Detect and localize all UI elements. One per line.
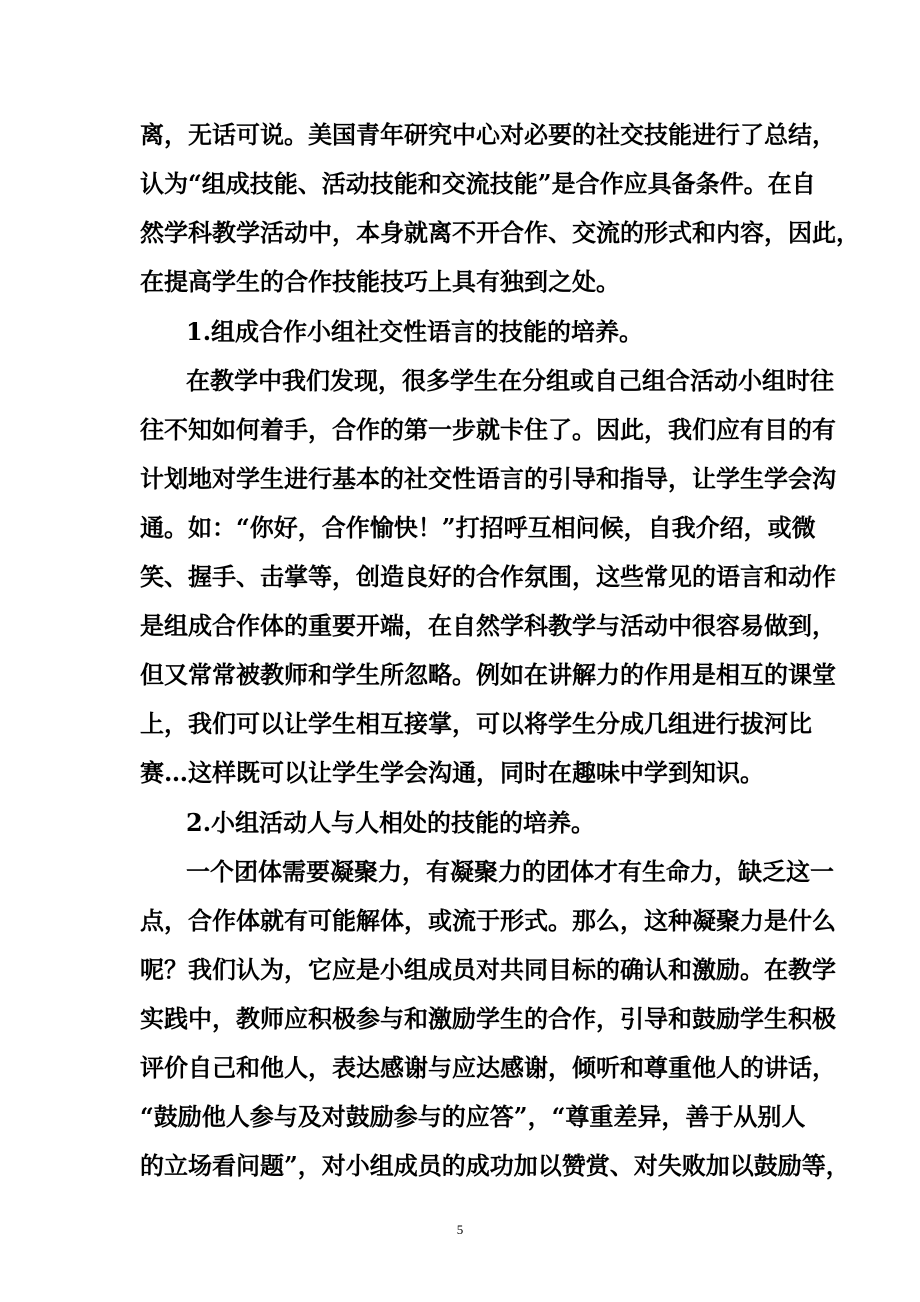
text-line: 的立场看问题”，对小组成员的成功加以赞赏、对失败加以鼓励等，	[140, 1151, 850, 1180]
text-line: 评价自己和他人，表达感谢与应达感谢，倾听和尊重他人的讲话，	[140, 1053, 836, 1082]
text-line: 通。如：“你好，合作愉快！”打招呼互相问候，自我介绍，或微	[140, 513, 816, 542]
section-heading: 1.组成合作小组社交性语言的技能的培养。	[186, 317, 644, 346]
text-line: 上，我们可以让学生相互接掌，可以将学生分成几组进行拔河比	[140, 709, 812, 738]
text-line: 然学科教学活动中，本身就离不开合作、交流的形式和内容，因此，	[140, 218, 860, 247]
text-line: 点，合作体就有可能解体，或流于形式。那么，这种凝聚力是什么	[140, 906, 836, 935]
text-line: 呢？我们认为，它应是小组成员对共同目标的确认和激励。在教学	[140, 955, 836, 984]
text-line: 是组成合作体的重要开端，在自然学科教学与活动中很容易做到，	[140, 611, 836, 640]
text-line: 在提高学生的合作技能技巧上具有独到之处。	[140, 267, 620, 296]
text-line: 实践中，教师应积极参与和激励学生的合作，引导和鼓励学生积极	[140, 1004, 836, 1033]
text-line: “鼓励他人参与及对鼓励参与的应答”，“尊重差异，善于从别人	[140, 1102, 806, 1131]
page-number: 5	[456, 1222, 464, 1237]
section-heading: 2.小组活动人与人相处的技能的培养。	[186, 808, 596, 837]
text-line: 往不知如何着手，合作的第一步就卡住了。因此，我们应有目的有	[140, 415, 836, 444]
paragraph-first-line: 一个团体需要凝聚力，有凝聚力的团体才有生命力，缺乏这一	[186, 857, 834, 886]
paragraph-first-line: 在教学中我们发现，很多学生在分组或自己组合活动小组时往	[186, 366, 834, 395]
text-line: 笑、握手、击掌等，创造良好的合作氛围，这些常见的语言和动作	[140, 562, 836, 591]
text-line: 认为“组成技能、活动技能和交流技能”是合作应具备条件。在自	[140, 169, 816, 198]
text-line: 赛…这样既可以让学生学会沟通，同时在趣味中学到知识。	[140, 758, 764, 787]
text-line: 离，无话可说。美国青年研究中心对必要的社交技能进行了总结，	[140, 120, 836, 149]
text-line: 计划地对学生进行基本的社交性语言的引导和指导，让学生学会沟	[140, 464, 836, 493]
text-line: 但又常常被教师和学生所忽略。例如在讲解力的作用是相互的课堂	[140, 660, 836, 689]
